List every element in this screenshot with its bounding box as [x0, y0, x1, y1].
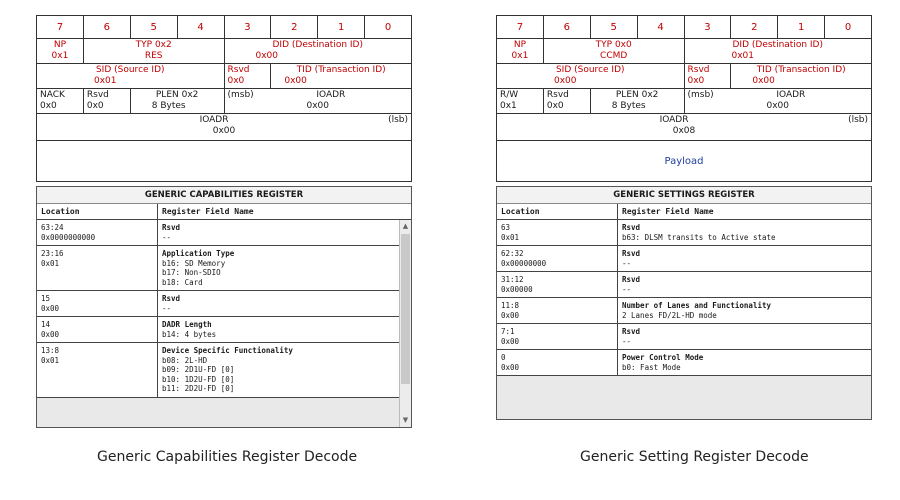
field-detail: b14: 4 bytes	[162, 329, 217, 339]
tid-field	[731, 64, 872, 89]
rw-label: R/W	[500, 90, 519, 100]
settings-register-window	[496, 186, 872, 420]
field-name: Rsvd	[622, 223, 641, 232]
field-name: Rsvd	[162, 223, 181, 232]
register-row[interactable]	[497, 272, 871, 298]
field-row	[497, 89, 872, 114]
location-value: 0x00	[41, 329, 60, 339]
tid-label: TID (Transaction ID)	[296, 65, 386, 75]
register-row[interactable]	[497, 298, 871, 324]
ioadr-value: 0x00	[212, 126, 236, 136]
field-row	[497, 39, 872, 64]
register-header	[37, 204, 411, 220]
payload-field: Payload	[497, 141, 872, 182]
sid-value: 0x01	[94, 76, 117, 86]
register-location	[37, 317, 158, 342]
bit-header-row	[37, 16, 412, 39]
register-location	[37, 246, 158, 290]
packet-header-table	[496, 15, 872, 182]
lsb-marker: (lsb)	[388, 115, 408, 125]
tid-value: 0x00	[752, 76, 775, 86]
register-row[interactable]	[497, 246, 871, 272]
sid-label: SID (Source ID)	[555, 65, 625, 75]
register-location	[497, 324, 618, 349]
register-field	[158, 246, 399, 290]
bit-label: 3	[224, 16, 271, 39]
scroll-up-icon[interactable]: ▲	[402, 222, 409, 230]
register-row[interactable]	[37, 343, 399, 398]
register-field	[618, 350, 871, 375]
location-bits: 7:1	[501, 327, 515, 336]
rsvd-field	[83, 89, 130, 114]
did-value: 0x01	[731, 51, 755, 61]
field-detail: b0: Fast Mode	[622, 362, 681, 372]
rsvd-field	[684, 64, 731, 89]
register-header	[497, 204, 871, 220]
nack-field	[37, 89, 84, 114]
np-field	[37, 39, 84, 64]
tid-label: TID (Transaction ID)	[756, 65, 846, 75]
ioadr-value: 0x00	[766, 101, 789, 111]
bit-label: 7	[497, 16, 544, 39]
plen-field	[130, 89, 224, 114]
location-bits: 63	[501, 223, 511, 232]
register-location	[497, 246, 618, 271]
bit-label: 3	[684, 16, 731, 39]
plen-label: PLEN 0x2	[155, 90, 199, 100]
field-detail: b63: DLSM transits to Active state	[622, 232, 776, 242]
nack-label: NACK	[40, 90, 65, 100]
location-value: 0x01	[41, 355, 60, 365]
field-detail: --	[162, 232, 172, 242]
rsvd-value: 0x0	[86, 101, 104, 111]
bit-label: 2	[271, 16, 318, 39]
register-row[interactable]	[37, 220, 399, 246]
ioadr-label: IOADR	[776, 90, 806, 100]
field-row	[497, 114, 872, 141]
register-row[interactable]	[497, 350, 871, 376]
ioadr-field	[224, 89, 412, 114]
scrollbar[interactable]	[399, 220, 411, 427]
left-caption: Generic Capabilities Register Decode	[97, 449, 358, 465]
field-row	[497, 64, 872, 89]
bit-label: 4	[637, 16, 684, 39]
bit-label: 5	[130, 16, 177, 39]
field-name: Application Type	[162, 249, 235, 258]
plen-value: 8 Bytes	[151, 101, 186, 111]
sid-value: 0x00	[554, 76, 577, 86]
field-row	[37, 64, 412, 89]
sid-label: SID (Source ID)	[95, 65, 165, 75]
register-location	[497, 220, 618, 245]
bit-label: 5	[590, 16, 637, 39]
did-field	[224, 39, 412, 64]
location-value: 0x01	[501, 232, 520, 242]
register-field	[158, 343, 399, 397]
np-label: NP	[513, 40, 527, 50]
bit-header-row	[497, 16, 872, 39]
field-detail: --	[622, 336, 632, 346]
register-title: GENERIC SETTINGS REGISTER	[497, 187, 871, 204]
location-value: 0x00000	[501, 284, 533, 294]
ioadr-label: IOADR	[316, 90, 346, 100]
location-column-header: Location	[497, 204, 618, 219]
bit-label: 1	[318, 16, 365, 39]
register-row[interactable]	[37, 317, 399, 343]
register-field	[618, 298, 871, 323]
field-name: Power Control Mode	[622, 353, 704, 362]
did-field	[684, 39, 872, 64]
typ-value: RES	[144, 51, 163, 61]
register-location	[497, 350, 618, 375]
register-title: GENERIC CAPABILITIES REGISTER	[37, 187, 411, 204]
rsvd-value: 0x0	[687, 76, 705, 86]
sid-field	[497, 64, 685, 89]
location-bits: 63:24	[41, 223, 64, 232]
plen-field	[590, 89, 684, 114]
packet-header-table	[36, 15, 412, 182]
lsb-marker: (lsb)	[848, 115, 868, 125]
location-bits: 11:8	[501, 301, 520, 310]
bit-label: 4	[177, 16, 224, 39]
np-value: 0x1	[51, 51, 69, 61]
bit-label: 7	[37, 16, 84, 39]
bit-label: 1	[778, 16, 825, 39]
field-detail: --	[622, 284, 632, 294]
location-value: 0x00	[41, 303, 60, 313]
did-value: 0x00	[255, 51, 279, 61]
field-detail: b16: SD Memory b17: Non-SDIO b18: Card	[162, 258, 226, 287]
scroll-thumb[interactable]	[401, 234, 410, 384]
bit-label: 2	[731, 16, 778, 39]
register-location	[37, 291, 158, 316]
ioadr-label: IOADR	[659, 115, 689, 125]
rw-field	[497, 89, 544, 114]
ioadr-value: 0x00	[306, 101, 329, 111]
location-column-header: Location	[37, 204, 158, 219]
register-field	[618, 246, 871, 271]
msb-marker: (msb)	[687, 90, 714, 100]
rsvd-field	[543, 89, 590, 114]
typ-field	[83, 39, 224, 64]
field-name: Device Specific Functionality	[162, 346, 293, 355]
np-field	[497, 39, 544, 64]
rsvd-field	[224, 64, 271, 89]
location-bits: 31:12	[501, 275, 524, 284]
ioadr-label: IOADR	[199, 115, 229, 125]
register-field	[158, 317, 399, 342]
location-bits: 14	[41, 320, 51, 329]
plen-label: PLEN 0x2	[615, 90, 659, 100]
register-row[interactable]	[497, 324, 871, 350]
bit-label: 0	[825, 16, 872, 39]
field-name: Rsvd	[162, 294, 181, 303]
field-name: Rsvd	[622, 249, 641, 258]
msb-marker: (msb)	[227, 90, 254, 100]
register-row[interactable]	[37, 246, 399, 291]
register-row[interactable]	[497, 220, 871, 246]
rsvd-label: Rsvd	[86, 90, 109, 100]
location-value: 0x00	[501, 336, 520, 346]
nack-value: 0x0	[40, 101, 57, 111]
rsvd-value: 0x0	[227, 76, 245, 86]
register-rows	[497, 220, 871, 376]
rw-value: 0x1	[500, 101, 517, 111]
rsvd-label: Rsvd	[546, 90, 569, 100]
register-field	[158, 291, 399, 316]
np-value: 0x1	[511, 51, 529, 61]
capabilities-panel	[36, 15, 412, 428]
field-row	[37, 89, 412, 114]
typ-label: TYP 0x0	[595, 40, 632, 50]
ioadr-value: 0x08	[672, 126, 696, 136]
field-detail: --	[622, 258, 632, 268]
ioadr-field	[684, 89, 872, 114]
register-location	[497, 298, 618, 323]
field-name: Number of Lanes and Functionality	[622, 301, 772, 310]
bit-label: 6	[83, 16, 130, 39]
typ-value: CCMD	[600, 51, 628, 61]
field-row	[37, 39, 412, 64]
ioadr-field	[37, 114, 412, 141]
field-name: Rsvd	[622, 327, 641, 336]
did-label: DID (Destination ID)	[732, 40, 823, 50]
field-row	[37, 141, 412, 182]
rsvd-value: 0x0	[546, 101, 564, 111]
register-rows	[37, 220, 399, 398]
rsvd-label: Rsvd	[227, 65, 250, 75]
field-detail: 2 Lanes FD/2L-HD mode	[622, 310, 717, 320]
location-value: 0x00000000	[501, 258, 547, 268]
register-location	[497, 272, 618, 297]
bit-label: 6	[543, 16, 590, 39]
register-field	[158, 220, 399, 245]
location-bits: 13:8	[41, 346, 60, 355]
location-bits: 23:16	[41, 249, 64, 258]
scroll-down-icon[interactable]: ▼	[402, 416, 409, 424]
register-field	[618, 324, 871, 349]
field-name-column-header: Register Field Name	[622, 207, 714, 216]
location-value: 0x01	[41, 258, 60, 268]
field-detail: b08: 2L-HD b09: 2D1U-FD [0] b10: 1D2U-FD [0] b11: 2D2U-FD [0]	[162, 355, 235, 393]
tid-value: 0x00	[284, 76, 307, 86]
register-row[interactable]	[37, 291, 399, 317]
typ-field	[543, 39, 684, 64]
location-value: 0x0000000000	[41, 232, 96, 242]
register-location	[37, 220, 158, 245]
sid-field	[37, 64, 225, 89]
tid-field	[271, 64, 412, 89]
register-field	[618, 220, 871, 245]
field-row	[37, 114, 412, 141]
location-bits: 0	[501, 353, 506, 362]
rsvd-label: Rsvd	[687, 65, 710, 75]
location-bits: 62:32	[501, 249, 524, 258]
payload-field	[37, 141, 412, 182]
plen-value: 8 Bytes	[611, 101, 646, 111]
location-value: 0x00	[501, 362, 520, 372]
location-bits: 15	[41, 294, 51, 303]
field-row	[497, 141, 872, 182]
location-value: 0x00	[501, 310, 520, 320]
settings-panel	[496, 15, 872, 420]
typ-label: TYP 0x2	[135, 40, 172, 50]
register-location	[37, 343, 158, 397]
field-detail: --	[162, 303, 172, 313]
field-name-column-header: Register Field Name	[162, 207, 254, 216]
right-caption: Generic Setting Register Decode	[580, 449, 809, 465]
register-field	[618, 272, 871, 297]
np-label: NP	[53, 40, 67, 50]
did-label: DID (Destination ID)	[272, 40, 363, 50]
field-name: Rsvd	[622, 275, 641, 284]
ioadr-field	[497, 114, 872, 141]
field-name: DADR Length	[162, 320, 212, 329]
bit-label: 0	[365, 16, 412, 39]
capabilities-register-window	[36, 186, 412, 428]
